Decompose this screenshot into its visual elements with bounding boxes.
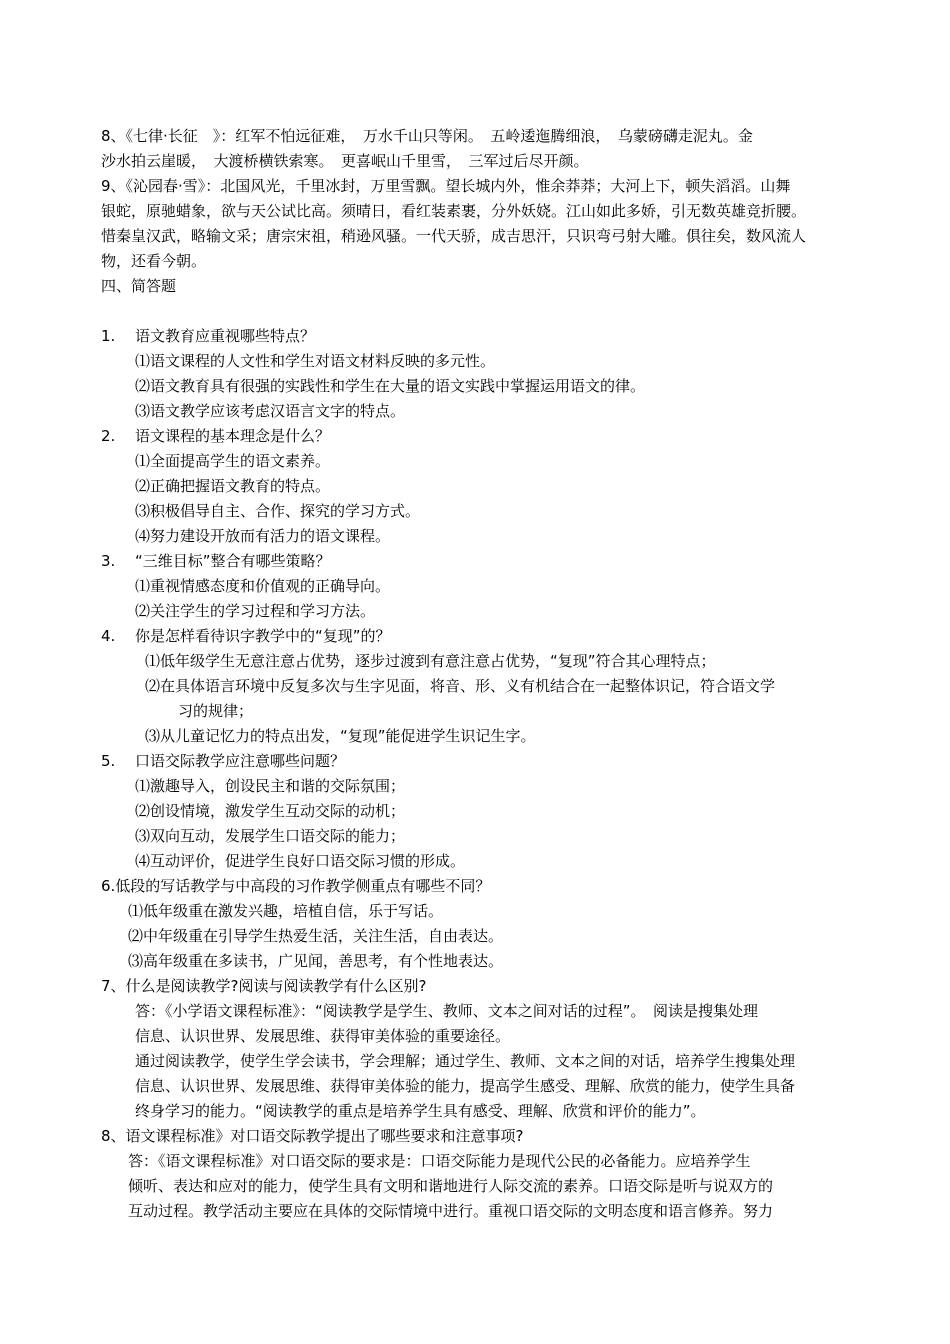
answer-item: ⑶语文教学应该考虑汉语言文字的特点。 bbox=[135, 402, 406, 420]
question-number: 1. bbox=[101, 327, 116, 345]
question-6: 6.低段的写话教学与中高段的习作教学侧重点有哪些不同？ bbox=[101, 877, 491, 895]
text-line: 9、《沁园春·雪》：北国风光，千里冰封，万里雪飘。望长城内外，惟余莽莽；大河上下，顿失滔滔。山舞 bbox=[101, 177, 791, 195]
question-1 bbox=[101, 324, 315, 349]
answer-item: ⑴激趣导入，创设民主和谐的交际氛围； bbox=[135, 777, 406, 795]
answer-item: ⑵中年级重在引导学生热爱生活，关注生活，自由表达。 bbox=[128, 927, 504, 945]
answer-line: 通过阅读教学，使学生学会读书，学会理解；通过学生、教师、文本之间的对话，培养学生搜集处理 bbox=[135, 1052, 796, 1070]
answer-item: ⑷努力建设开放而有活力的语文课程。 bbox=[135, 527, 391, 545]
answer-item: ⑶双向互动，发展学生口语交际的能力； bbox=[135, 827, 406, 845]
text-line: 物，还看今朝。 bbox=[101, 252, 207, 270]
answer-item: ⑵关注学生的学习过程和学习方法。 bbox=[135, 602, 376, 620]
text-line: 银蛇，原驰蜡象，欲与天公试比高。须晴日，看红装素裹，分外妖娆。江山如此多娇，引无数英雄竞折腰。 bbox=[101, 202, 807, 220]
answer-line: 答：《小学语文课程标准》：“阅读教学是学生、教师、文本之间对话的过程”。 阅读是搜集处理 bbox=[135, 1002, 759, 1020]
question-number: 4. bbox=[101, 627, 116, 645]
answer-item-continued: 习的规律； bbox=[178, 702, 254, 720]
answer-line: 互动过程。教学活动主要应在具体的交际情境中进行。重视口语交际的文明态度和语言修养。努力 bbox=[128, 1202, 774, 1220]
text-line: 惜秦皇汉武，略输文采；唐宗宋祖，稍逊风骚。一代天骄，成吉思汗，只识弯弓射大雕。俱往矣，数风流人 bbox=[101, 227, 807, 245]
question-title: 语文教育应重视哪些特点？ bbox=[135, 327, 316, 345]
answer-item: ⑵正确把握语文教育的特点。 bbox=[135, 477, 331, 495]
answer-item: ⑵创设情境，激发学生互动交际的动机； bbox=[135, 802, 406, 820]
question-7: 7、什么是阅读教学?阅读与阅读教学有什么区别? bbox=[101, 977, 427, 995]
section-heading: 四、简答题 bbox=[101, 277, 177, 295]
question-4 bbox=[101, 624, 391, 649]
answer-line: 倾听、表达和应对的能力，使学生具有文明和谐地进行人际交流的素养。口语交际是听与说双方的 bbox=[128, 1177, 774, 1195]
answer-item: ⑶高年级重在多读书，广见闻，善思考，有个性地表达。 bbox=[128, 952, 504, 970]
question-8: 8、语文课程标准》对口语交际教学提出了哪些要求和注意事项? bbox=[101, 1127, 524, 1145]
answer-item: ⑴全面提高学生的语文素养。 bbox=[135, 452, 331, 470]
answer-item: ⑵在具体语言环境中反复多次与生字见面，将音、形、义有机结合在一起整体识记，符合语文学 bbox=[145, 677, 776, 695]
question-title: 语文课程的基本理念是什么？ bbox=[135, 427, 331, 445]
answer-line: 信息、认识世界、发展思维、获得审美体验的能力，提高学生感受、理解、欣赏的能力，使学生具备 bbox=[135, 1077, 796, 1095]
answer-line: 信息、认识世界、发展思维、获得审美体验的重要途径。 bbox=[135, 1027, 511, 1045]
answer-item: ⑷互动评价，促进学生良好口语交际习惯的形成。 bbox=[135, 852, 466, 870]
answer-item: ⑴低年级重在激发兴趣，培植自信，乐于写话。 bbox=[128, 902, 444, 920]
answer-item: ⑴低年级学生无意注意占优势，逐步过渡到有意注意占优势，“复现”符合其心理特点； bbox=[145, 652, 716, 670]
answer-item: ⑵语文教育具有很强的实践性和学生在大量的语文实践中掌握运用语文的律。 bbox=[135, 377, 646, 395]
question-number: 2. bbox=[101, 427, 116, 445]
text-line: 沙水拍云崖暖， 大渡桥横铁索寒。 更喜岷山千里雪， 三军过后尽开颜。 bbox=[101, 152, 589, 170]
question-title: “三维目标”整合有哪些策略？ bbox=[135, 552, 331, 570]
answer-line: 答：《语文课程标准》对口语交际的要求是：口语交际能力是现代公民的必备能力。应培养学生 bbox=[128, 1152, 751, 1170]
question-5 bbox=[101, 749, 345, 774]
answer-item: ⑴重视情感态度和价值观的正确导向。 bbox=[135, 577, 391, 595]
question-2 bbox=[101, 424, 330, 449]
question-number: 5. bbox=[101, 752, 116, 770]
text-line: 8、《七律·长征 》：红军不怕远征难， 万水千山只等闲。 五岭逶迤腾细浪， 乌蒙磅礴走泥丸。金 bbox=[101, 127, 753, 145]
answer-item: ⑴语文课程的人文性和学生对语文材料反映的多元性。 bbox=[135, 352, 496, 370]
question-title: 口语交际教学应注意哪些问题？ bbox=[135, 752, 346, 770]
answer-item: ⑶从儿童记忆力的特点出发，“复现”能促进学生识记生字。 bbox=[145, 727, 536, 745]
question-number: 3. bbox=[101, 552, 116, 570]
question-title: 你是怎样看待识字教学中的“复现”的？ bbox=[135, 627, 391, 645]
answer-line: 终身学习的能力。“阅读教学的重点是培养学生具有感受、理解、欣赏和评价的能力”。 bbox=[135, 1102, 706, 1120]
answer-item: ⑶积极倡导自主、合作、探究的学习方式。 bbox=[135, 502, 421, 520]
question-3 bbox=[101, 549, 331, 574]
